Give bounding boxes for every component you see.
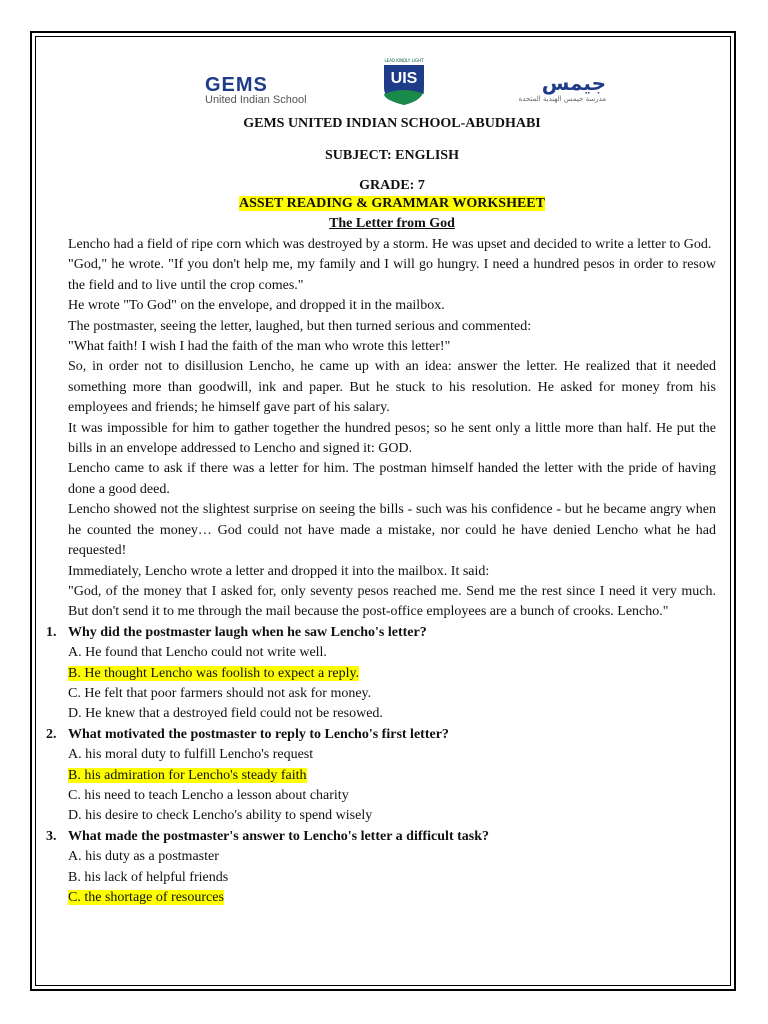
gems-logo-subtitle: United Indian School (205, 94, 307, 106)
answer-option (68, 664, 716, 684)
answer-option-text: D. He knew that a destroyed field could not be resowed. (68, 706, 383, 722)
story-paragraph: "God," he wrote. "If you don't help me, my family and I will go hungry. I need a hundred pesos in order to resow the field and to live until the crop comes." (68, 257, 716, 293)
arabic-logo-subtitle: مدرسة جيمس الهندية المتحدة (518, 95, 606, 103)
worksheet-content (46, 52, 716, 908)
answer-option (68, 745, 716, 765)
question-text: What made the postmaster's answer to Lencho's letter a difficult task? (68, 828, 490, 844)
subject-line: SUBJECT: ENGLISH (325, 148, 459, 163)
answer-option-text: A. He found that Lencho could not write well. (68, 645, 327, 661)
story-passage (68, 235, 716, 623)
answer-option-text: C. He felt that poor farmers should not ask for money. (68, 685, 372, 701)
answer-option (68, 868, 716, 888)
story-paragraph: The postmaster, seeing the letter, laughed, but then turned serious and commented: (68, 318, 532, 334)
story-title: The Letter from God (329, 216, 455, 231)
answer-option-text: A. his moral duty to fulfill Lencho's request (68, 747, 314, 763)
story-paragraph: Immediately, Lencho wrote a letter and dropped it into the mailbox. It said: (68, 563, 490, 579)
uis-tagline: LEAD KINDLY LIGHT (384, 58, 424, 63)
uis-logo-text: UIS (390, 70, 418, 87)
arabic-logo-word: جيمس (541, 71, 606, 95)
answer-option-highlighted: B. He thought Lencho was foolish to expect a reply. (68, 665, 360, 681)
story-paragraph: It was impossible for him to gather together the hundred pesos; so he sent only a little more than half. He put the bills in an envelope addressed to Lencho and signed it: GOD. (68, 420, 716, 457)
question-list (46, 623, 716, 909)
question-item (46, 623, 716, 643)
grade-line: GRADE: 7 (359, 178, 425, 193)
answer-option-highlighted: C. the shortage of resources (68, 890, 224, 905)
worksheet-title-text: ASSET READING & GRAMMAR WORKSHEET (239, 196, 545, 211)
logo-strip (193, 52, 613, 112)
answer-option (68, 786, 716, 806)
story-paragraph: "God, of the money that I asked for, only seventy pesos reached me. Send me the rest since I need it very much. But don't send it to me through the mail because the post-office employees are a bunch of crooks. Lencho." (68, 583, 716, 620)
question-number: 3. (46, 828, 57, 844)
school-name: GEMS UNITED INDIAN SCHOOL-ABUDHABI (243, 116, 541, 131)
answer-option (68, 888, 716, 908)
question-text: What motivated the postmaster to reply to Lencho's first letter? (68, 726, 449, 742)
answer-option (68, 766, 716, 786)
story-paragraph: So, in order not to disillusion Lencho, he came up with an idea: answer the letter. He realized that it needed something more than goodwill, ink and paper. But he stuck to his resolution. He asked for money from his employees and friends; he himself gave part of his salary. (68, 359, 716, 416)
story-paragraph: Lencho came to ask if there was a letter for him. The postman himself handed the letter with the pride of having done a good deed. (68, 461, 716, 497)
story-paragraph: Lencho showed not the slightest surprise on seeing the bills - such was his confidence - but he became angry when he counted the money… God could not have made a mistake, nor could he have denied Lencho what he had requested! (68, 502, 716, 559)
story-paragraph: Lencho had a field of ripe corn which was destroyed by a storm. He was upset and decided to write a letter to God. (68, 237, 712, 252)
arabic-logo (481, 72, 606, 104)
answer-option-text: D. his desire to check Lencho's ability to spend wisely (68, 808, 373, 824)
answer-option (68, 684, 716, 704)
story-paragraph: "What faith! I wish I had the faith of the man who wrote this letter!" (68, 339, 451, 355)
answer-option (68, 643, 716, 663)
answer-option (68, 806, 716, 826)
answer-option-text: A. his duty as a postmaster (68, 849, 219, 865)
answer-option-highlighted: B. his admiration for Lencho's steady faith (68, 767, 307, 783)
worksheet-title (68, 195, 716, 213)
answer-option-text: B. his lack of helpful friends (68, 869, 229, 885)
question-text: Why did the postmaster laugh when he saw Lencho's letter? (68, 624, 427, 640)
answer-option (68, 704, 716, 724)
question-number: 1. (46, 624, 57, 640)
story-paragraph: He wrote "To God" on the envelope, and dropped it in the mailbox. (68, 298, 445, 314)
question-item (46, 827, 716, 847)
answer-option (68, 847, 716, 867)
question-number: 2. (46, 726, 57, 742)
gems-logo-word: GEMS (205, 74, 268, 96)
uis-logo (379, 56, 429, 108)
answer-option-text: C. his need to teach Lencho a lesson about charity (68, 787, 349, 803)
gems-logo (205, 76, 307, 107)
question-item (46, 725, 716, 745)
